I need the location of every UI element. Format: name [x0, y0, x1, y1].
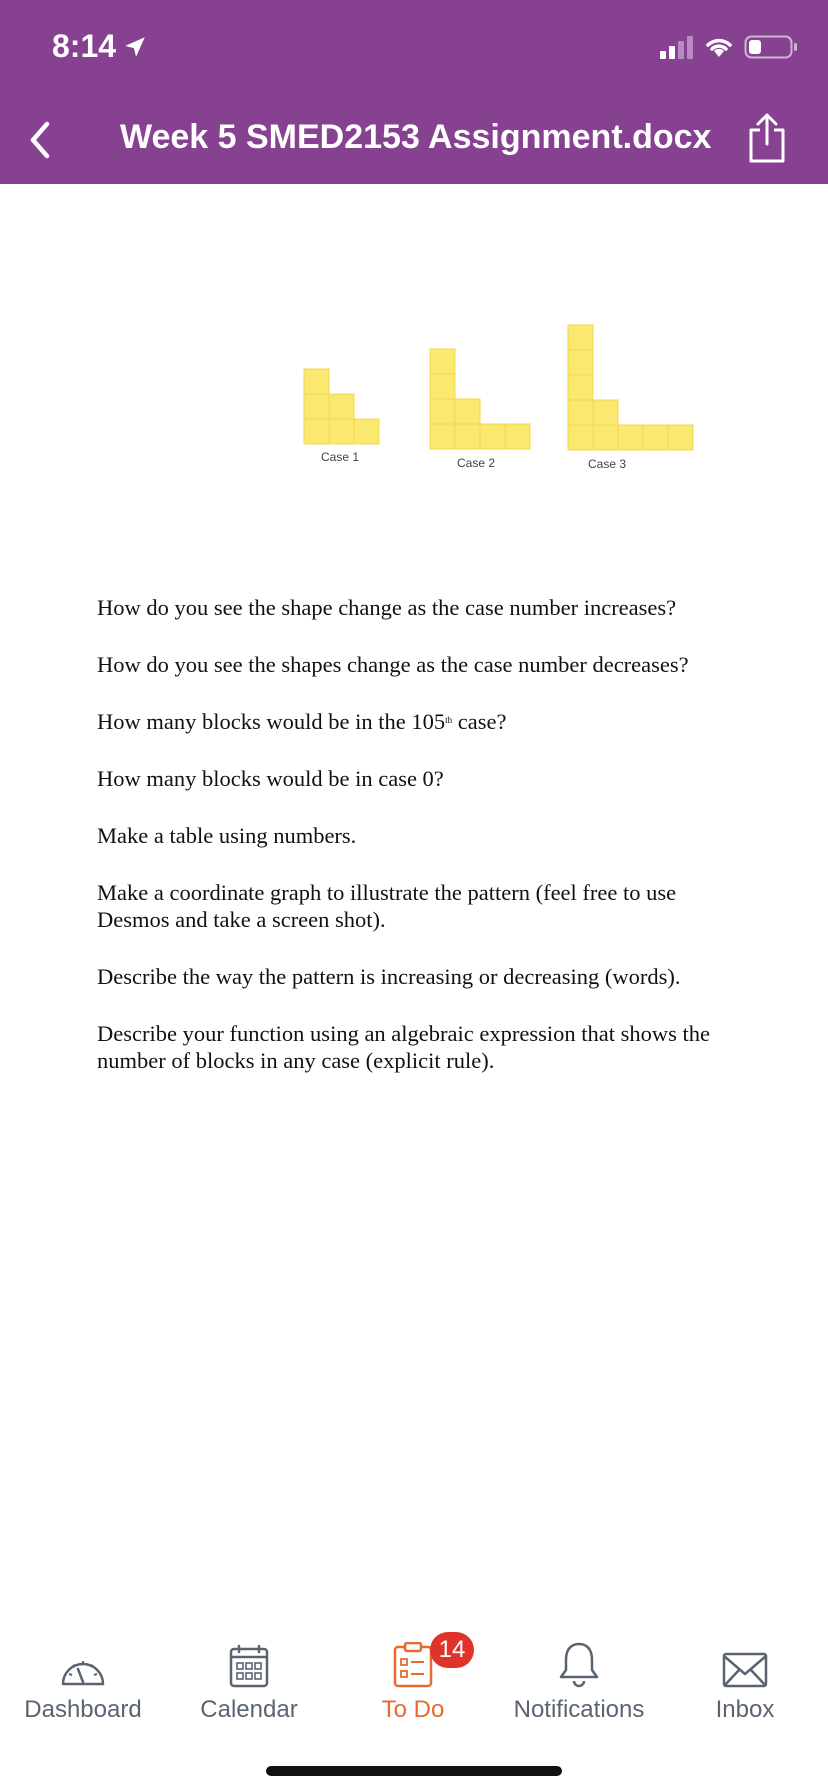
question-7: Describe the way the pattern is increasing or decreasing (words).	[97, 964, 681, 989]
mail-icon	[722, 1652, 768, 1688]
yellow-block	[568, 350, 593, 375]
case-2-label: Case 2	[456, 456, 496, 470]
tab-dashboard-label: Dashboard	[24, 1696, 142, 1723]
yellow-block	[354, 419, 379, 444]
calendar-icon	[229, 1644, 269, 1688]
tab-todo-label: To Do	[381, 1696, 445, 1723]
share-icon	[746, 112, 788, 164]
ordinal-suffix: th	[445, 715, 453, 725]
status-time	[52, 28, 148, 65]
question-list	[97, 594, 747, 1104]
share-button[interactable]	[746, 112, 788, 169]
tab-notifications[interactable]	[496, 1632, 662, 1724]
wifi-icon	[704, 35, 734, 59]
yellow-block	[643, 425, 668, 450]
tab-dashboard[interactable]	[0, 1632, 166, 1724]
yellow-block	[455, 399, 480, 424]
dashboard-icon	[59, 1652, 107, 1688]
tab-inbox[interactable]	[662, 1632, 828, 1724]
back-button[interactable]	[18, 118, 62, 162]
tab-calendar[interactable]	[166, 1632, 332, 1724]
yellow-block	[304, 369, 329, 394]
yellow-block	[304, 419, 329, 444]
signal-icon	[658, 35, 694, 59]
bottom-tab-bar	[0, 1612, 828, 1722]
question-8: Describe your function using an algebraic expression that shows the number of blocks in any case (explicit rule).	[97, 1021, 710, 1073]
yellow-block	[430, 349, 455, 374]
yellow-block	[455, 424, 480, 449]
todo-count-badge: 14	[430, 1632, 474, 1668]
yellow-blocks	[304, 325, 693, 450]
yellow-block	[568, 325, 593, 350]
question-3-end: case?	[452, 709, 507, 734]
yellow-block	[568, 425, 593, 450]
yellow-block	[329, 419, 354, 444]
question-3-text: How many blocks would be in the 105	[97, 709, 446, 734]
document-title: Week 5 SMED2153 Assignment.docx	[120, 118, 712, 156]
yellow-block	[668, 425, 693, 450]
yellow-block	[618, 425, 643, 450]
yellow-block	[430, 424, 455, 449]
status-icons	[658, 34, 798, 60]
question-3	[97, 708, 747, 735]
bell-icon	[557, 1640, 601, 1688]
todo-icon	[392, 1642, 434, 1688]
question-6: Make a coordinate graph to illustrate the pattern (feel free to use Desmos and take a screen shot).	[97, 880, 677, 932]
battery-icon	[744, 34, 798, 60]
tab-inbox-label: Inbox	[715, 1696, 775, 1723]
yellow-block	[430, 374, 455, 399]
block-pattern-figure	[300, 318, 710, 478]
home-indicator[interactable]	[266, 1766, 562, 1776]
case-1-label: Case 1	[320, 450, 360, 464]
status-time-text: 8:14	[52, 28, 117, 64]
yellow-block	[329, 394, 354, 419]
yellow-block	[593, 425, 618, 450]
case-3-label: Case 3	[587, 457, 627, 471]
tab-calendar-label: Calendar	[200, 1696, 298, 1723]
location-arrow-icon	[122, 34, 148, 60]
yellow-block	[505, 424, 530, 449]
yellow-block	[304, 394, 329, 419]
yellow-block	[480, 424, 505, 449]
yellow-block	[593, 400, 618, 425]
yellow-block	[568, 375, 593, 400]
question-5: Make a table using numbers.	[97, 823, 357, 848]
question-1: How do you see the shape change as the case number increases?	[97, 595, 677, 620]
block-pattern-image	[300, 318, 710, 478]
question-2: How do you see the shapes change as the case number decreases?	[97, 652, 689, 677]
yellow-block	[430, 399, 455, 424]
tab-todo[interactable]	[330, 1632, 496, 1724]
app-header	[0, 0, 828, 184]
yellow-block	[568, 400, 593, 425]
question-4: How many blocks would be in case 0?	[97, 766, 444, 791]
chevron-left-icon	[25, 120, 55, 160]
tab-notifications-label: Notifications	[513, 1696, 645, 1723]
